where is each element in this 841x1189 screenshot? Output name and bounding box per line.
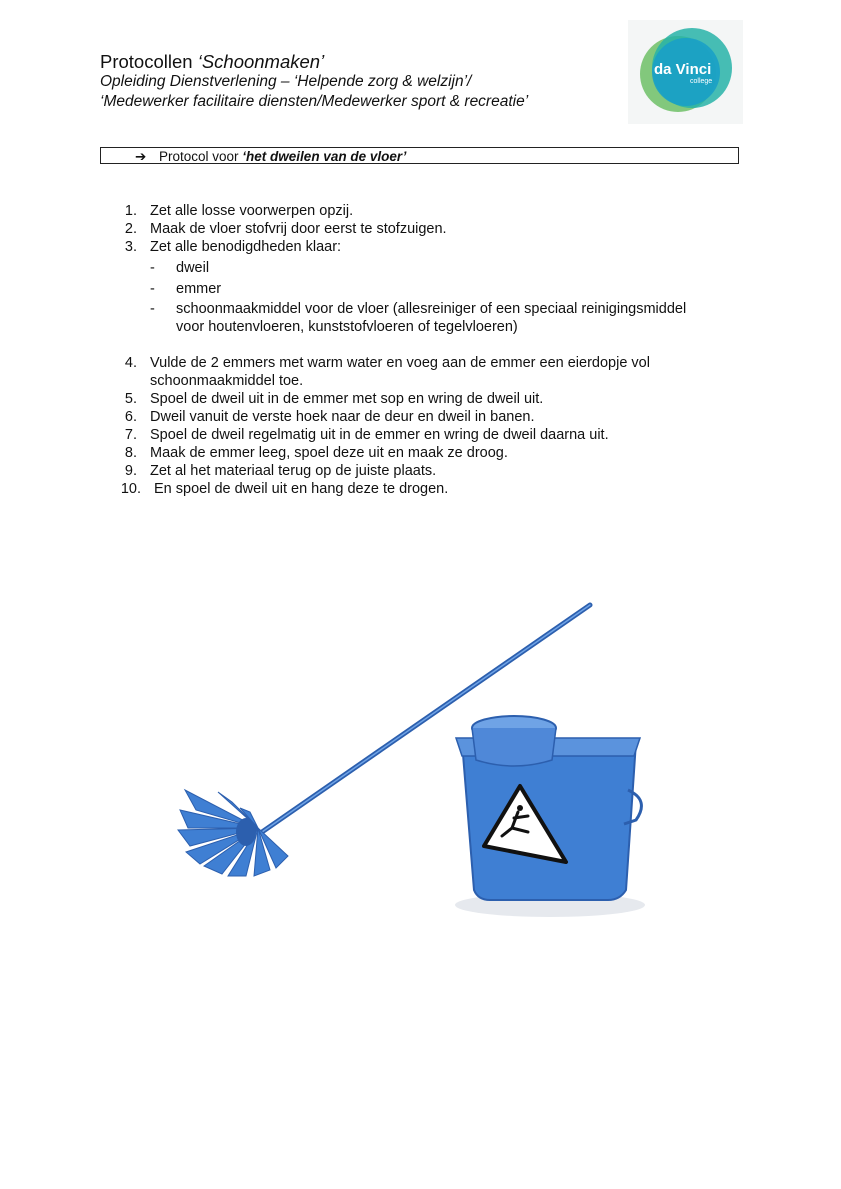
logo-name: da Vinci <box>654 61 712 78</box>
bucket-icon <box>455 716 645 917</box>
arrow-right-icon: ➔ <box>135 149 147 164</box>
roles-line: ‘Medewerker facilitaire diensten/Medewerker sport & recreatie’ <box>100 93 529 110</box>
logo-subtitle: college <box>690 78 713 85</box>
banner-text: Protocol voor ‘het dweilen van de vloer’ <box>159 149 407 164</box>
document-title: Protocollen ‘Schoonmaken’ <box>100 51 325 72</box>
course-line: Opleiding Dienstverlening – ‘Helpende zorg & welzijn’/ <box>100 73 472 90</box>
